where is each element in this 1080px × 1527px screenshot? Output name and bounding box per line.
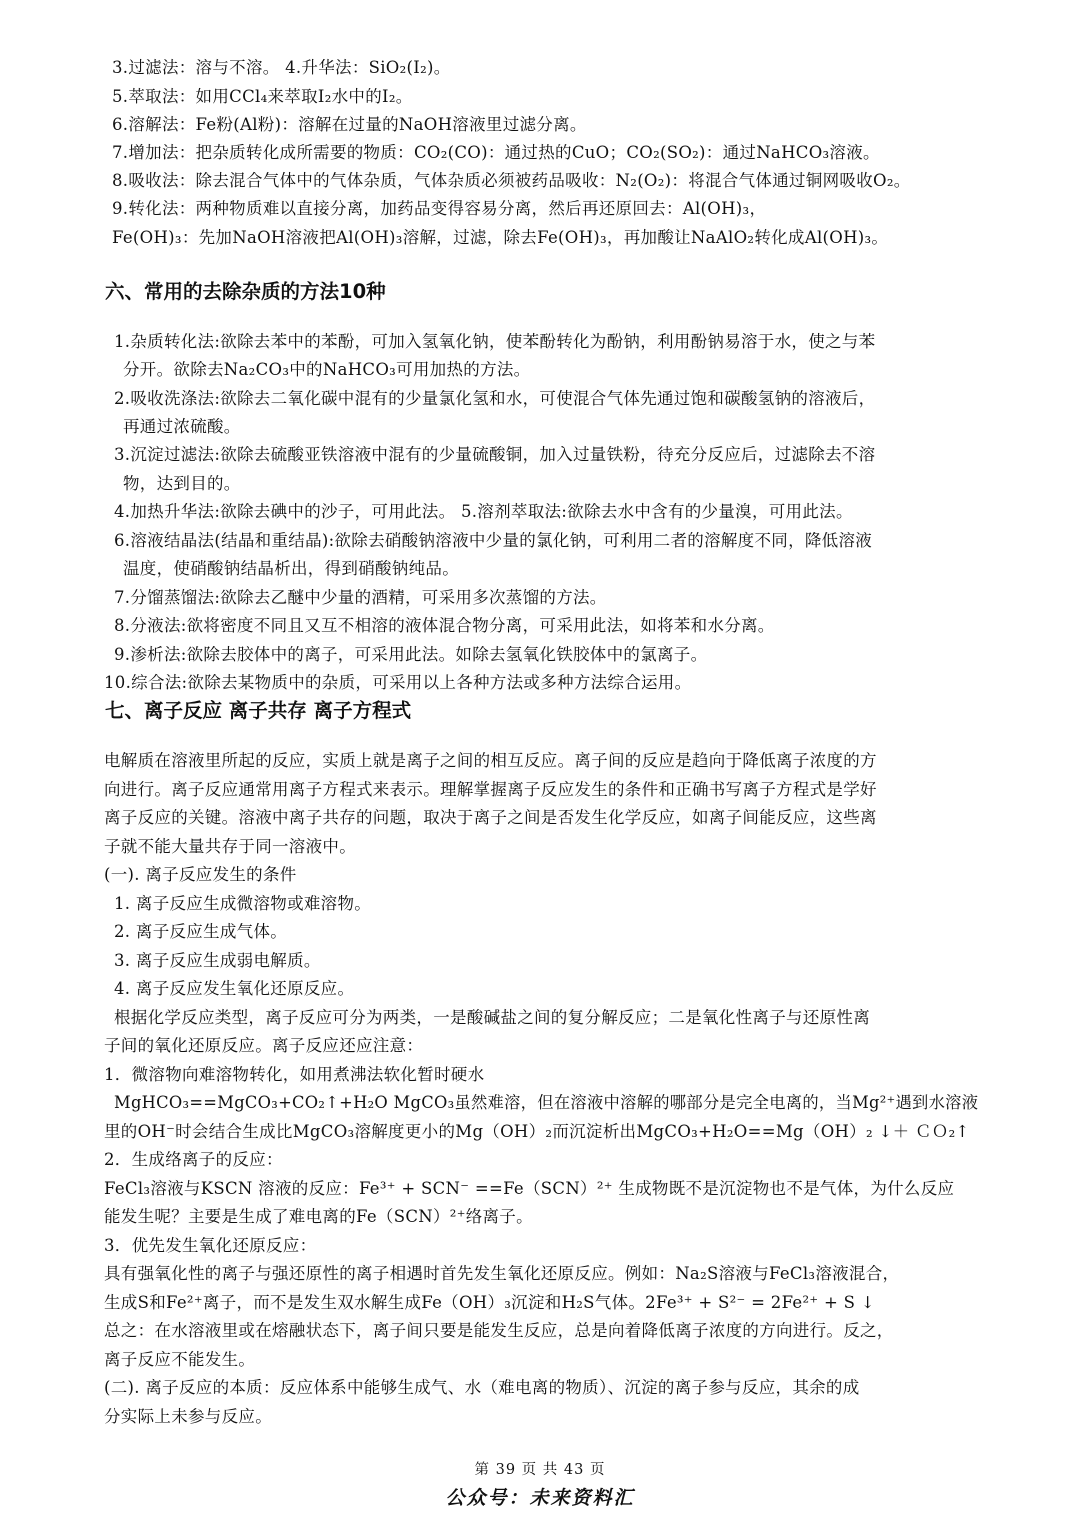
text-line: 分实际上未参与反应。: [104, 1407, 272, 1426]
list-item: 4. 离子反应发生氧化还原反应。: [114, 979, 355, 998]
list-item: 3. 离子反应生成弱电解质。: [114, 951, 321, 970]
text-line: Fe(OH)₃：先加NaOH溶液把Al(OH)₃溶解，过滤，除去Fe(OH)₃，再加酸让NaAlO₂转化成Al(OH)₃。: [112, 228, 889, 247]
text-line: 能发生呢？主要是生成了难电离的Fe（SCN）²⁺络离子。: [104, 1207, 533, 1226]
text-line: 离子反应不能发生。: [104, 1350, 256, 1369]
text-line: MgHCO₃==MgCO₃+CO₂↑+H₂O MgCO₃虽然难溶，但在溶液中溶解的哪部分是完全电离的，当Mg²⁺遇到水溶液: [114, 1093, 979, 1112]
text-line: 具有强氧化性的离子与强还原性的离子相遇时首先发生氧化还原反应。例如：Na₂S溶液与FeCl₃溶液混合，: [104, 1264, 900, 1283]
text-line: 4.加热升华法:欲除去碘中的沙子，可用此法。 5.溶剂萃取法:欲除去水中含有的少量溴，可用此法。: [114, 502, 853, 521]
text-line: 5.萃取法：如用CCl₄来萃取I₂水中的I₂。: [112, 87, 413, 106]
list-item: 1. 离子反应生成微溶物或难溶物。: [114, 894, 372, 913]
text-line: 生成S和Fe²⁺离子，而不是发生双水解生成Fe（OH）₃沉淀和H₂S气体。2Fe³⁺ + S²⁻ = 2Fe²⁺ + S ↓: [104, 1293, 875, 1312]
text-line: 向进行。离子反应通常用离子方程式来表示。理解掌握离子反应发生的条件和正确书写离子方程式是学好: [104, 780, 877, 799]
watermark-brand: 公众号：未来资料汇: [445, 1487, 635, 1509]
page-number: 第 39 页 共 43 页: [474, 1462, 606, 1478]
section-heading-6: 六、常用的去除杂质的方法10种: [105, 280, 386, 303]
text-line: 离子反应的关键。溶液中离子共存的问题，取决于离子之间是否发生化学反应，如离子间能反应，这些离: [104, 808, 877, 827]
text-line: 10.综合法:欲除去某物质中的杂质，可采用以上各种方法或多种方法综合运用。: [104, 673, 692, 692]
text-line: 8.分液法:欲将密度不同且又互不相溶的液体混合物分离，可采用此法，如将苯和水分离。: [114, 616, 775, 635]
text-line: 再通过浓硫酸。: [123, 417, 241, 436]
text-line: 子就不能大量共存于同一溶液中。: [104, 837, 356, 856]
text-line: 7.增加法：把杂质转化成所需要的物质：CO₂(CO)：通过热的CuO；CO₂(SO₂)：通过NaHCO₃溶液。: [112, 143, 880, 162]
section-heading-7: 七、离子反应 离子共存 离子方程式: [105, 699, 412, 722]
text-line: 子间的氧化还原反应。离子反应还应注意：: [104, 1036, 424, 1055]
text-line: 8.吸收法：除去混合气体中的气体杂质，气体杂质必须被药品吸收：N₂(O₂)：将混合气体通过铜网吸收O₂。: [112, 171, 911, 190]
text-line: 分开。欲除去Na₂CO₃中的NaHCO₃可用加热的方法。: [123, 360, 531, 379]
text-line: 6.溶液结晶法(结晶和重结晶):欲除去硝酸钠溶液中少量的氯化钠，可利用二者的溶解度不同，降低溶液: [114, 531, 873, 550]
text-line: 3.沉淀过滤法:欲除去硫酸亚铁溶液中混有的少量硫酸铜，加入过量铁粉，待充分反应后，过滤除去不溶: [114, 445, 876, 464]
text-line: FeCl₃溶液与KSCN 溶液的反应：Fe³⁺ + SCN⁻ ==Fe（SCN）²⁺ 生成物既不是沉淀物也不是气体，为什么反应: [104, 1179, 955, 1198]
text-line: 里的OH⁻时会结合生成比MgCO₃溶解度更小的Mg（OH）₂而沉淀析出MgCO₃+H₂O==Mg（OH）₂ ↓＋ ＣＯ₂↑: [104, 1122, 970, 1141]
text-line: 根据化学反应类型，离子反应可分为两类，一是酸碱盐之间的复分解反应；二是氧化性离子与还原性离: [114, 1008, 870, 1027]
list-item: 2. 离子反应生成气体。: [114, 922, 288, 941]
text-line: 2．生成络离子的反应：: [104, 1150, 283, 1169]
text-line: 9.转化法：两种物质难以直接分离，加药品变得容易分离，然后再还原回去：Al(OH)₃，: [112, 199, 767, 218]
text-line: 1.杂质转化法:欲除去苯中的苯酚，可加入氢氧化钠，使苯酚转化为酚钠，利用酚钠易溶于水，使之与苯: [114, 332, 876, 351]
subsection-title: (一). 离子反应发生的条件: [104, 865, 297, 884]
text-line: 电解质在溶液里所起的反应，实质上就是离子之间的相互反应。离子间的反应是趋向于降低离子浓度的方: [104, 751, 877, 770]
text-line: 3．优先发生氧化还原反应：: [104, 1236, 317, 1255]
text-line: 总之：在水溶液里或在熔融状态下，离子间只要是能发生反应，总是向着降低离子浓度的方向进行。反之，: [104, 1321, 894, 1340]
text-line: 温度，使硝酸钠结晶析出，得到硝酸钠纯品。: [123, 559, 459, 578]
text-line: 6.溶解法：Fe粉(Al粉)：溶解在过量的NaOH溶液里过滤分离。: [112, 115, 587, 134]
text-line: 3.过滤法：溶与不溶。 4.升华法：SiO₂(I₂)。: [112, 58, 451, 77]
text-line: 2.吸收洗涤法:欲除去二氧化碳中混有的少量氯化氢和水，可使混合气体先通过饱和碳酸氢钠的溶液后，: [114, 389, 876, 408]
text-line: 7.分馏蒸馏法:欲除去乙醚中少量的酒精，可采用多次蒸馏的方法。: [114, 588, 607, 607]
text-line: (二). 离子反应的本质：反应体系中能够生成气、水（难电离的物质）、沉淀的离子参与反应，其余的成: [104, 1378, 860, 1397]
text-line: 1．微溶物向难溶物转化，如用煮沸法软化暂时硬水: [104, 1065, 485, 1084]
text-line: 物，达到目的。: [123, 474, 241, 493]
text-line: 9.渗析法:欲除去胶体中的离子，可采用此法。如除去氢氧化铁胶体中的氯离子。: [114, 645, 708, 664]
